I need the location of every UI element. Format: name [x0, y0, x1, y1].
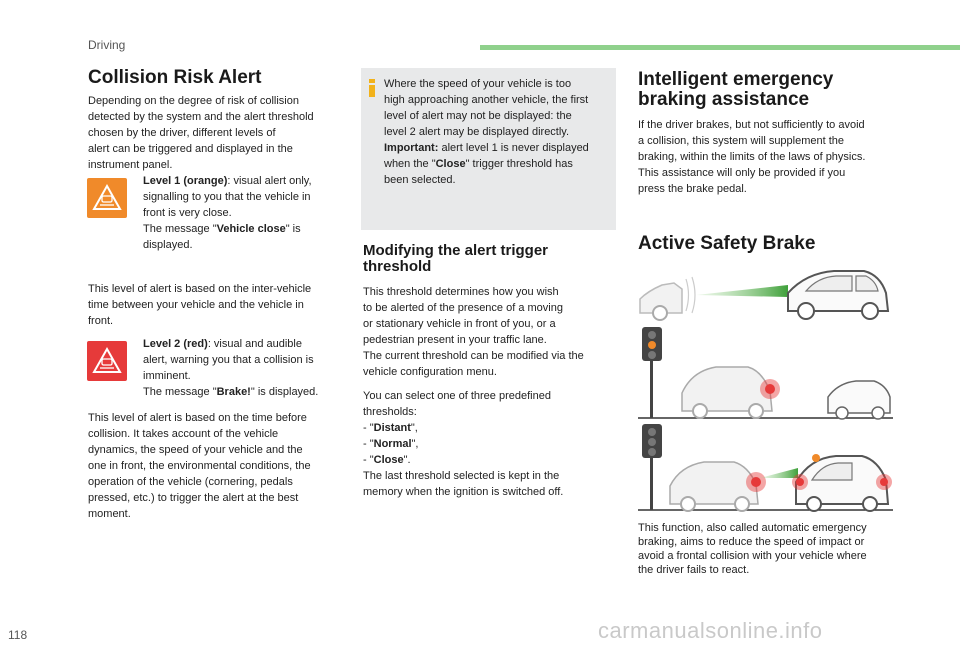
info-icon: [368, 79, 376, 102]
collision-warning-red-icon: [87, 341, 127, 381]
rear-car-icon: [640, 283, 682, 320]
threshold-para1: This threshold determines how you wish to be alerted of the presence of a moving or stationary vehicle in front of you, or a pedestrian present in your traffic lane. The current threshold can be modified via the vehicle configuration menu.: [363, 286, 584, 378]
modifying-threshold-title: Modifying the alert trigger threshold: [363, 242, 549, 275]
illustration-traffic-light-braking: [638, 325, 893, 420]
scan-beam: [760, 468, 798, 478]
illustration-emergency-braking: [638, 422, 893, 512]
front-car-icon: [788, 271, 888, 319]
option-distant: - "Distant",: [363, 422, 418, 434]
option-close: - "Close".: [363, 454, 411, 466]
active-safety-brake-title: Active Safety Brake: [638, 233, 816, 254]
watermark: carmanualsonline.info: [598, 618, 823, 643]
level1-note: This level of alert is based on the inter-vehicle time between your vehicle and the vehicle in front.: [88, 283, 312, 327]
traffic-light-icon: [642, 424, 662, 510]
collision-intro: Depending on the degree of risk of collision detected by the system and the alert threshold chosen by the driver, different levels of alert can be triggered and displayed in the instrument panel.: [88, 95, 314, 171]
threshold-para2: You can select one of three predefined thresholds: - "Distant", - "Normal", - "Close". The last threshold selected is kept in the memory when the ignition is switched off.: [363, 388, 613, 500]
traffic-light-icon: [642, 327, 662, 418]
active-safety-brake-text: This function, also called automatic emergency braking, aims to reduce the speed of impact or avoid a frontal collision with your vehicle where the driver fails to react.: [638, 522, 867, 576]
scan-beam: [696, 285, 788, 297]
note-text: Where the speed of your vehicle is too high approaching another vehicle, the first level of alert may not be displayed: the level 2 alert may be displayed directly. Important: alert level 1 is never displayed when the "Close" trigger threshold has been selected.: [384, 78, 589, 186]
intelligent-braking-text: If the driver brakes, but not sufficiently to avoid a collision, this system will supplement the braking, within the limits of the laws of physics. This assistance will only be provided if you press the brake pedal.: [638, 119, 866, 195]
stopped-car-icon: [828, 381, 890, 419]
illustration-car-detection: [638, 265, 893, 323]
braking-car-icon: [670, 462, 766, 511]
vehicle-close-message: Vehicle close: [216, 223, 286, 235]
level1-description: Level 1 (orange): visual alert only, signalling to you that the vehicle in front is very close. The message "Vehicle close" is displayed.: [143, 175, 312, 251]
section-accent-bar: [480, 45, 960, 50]
collision-warning-orange-icon: [87, 178, 127, 218]
intelligent-braking-title: Intelligent emergency braking assistance: [638, 69, 834, 110]
brake-message: Brake!: [216, 386, 251, 398]
braking-car-icon: [682, 367, 780, 418]
section-label: Driving: [88, 38, 126, 52]
level2-description: Level 2 (red): visual and audible alert, warning you that a collision is imminent. The message "Brake!" is displayed.: [143, 338, 319, 398]
page-number: 118: [8, 628, 28, 642]
option-normal: - "Normal",: [363, 438, 419, 450]
level2-note: This level of alert is based on the time before collision. It takes account of the vehicle dynamics, the speed of your vehicle and the one in front, the environmental conditions, the operation of the vehicle (cornering, pedals pressed, etc.) to trigger the alert at the best moment.: [88, 412, 311, 520]
collision-risk-alert-title: Collision Risk Alert: [88, 67, 262, 88]
front-car-braking-icon: [792, 454, 892, 511]
